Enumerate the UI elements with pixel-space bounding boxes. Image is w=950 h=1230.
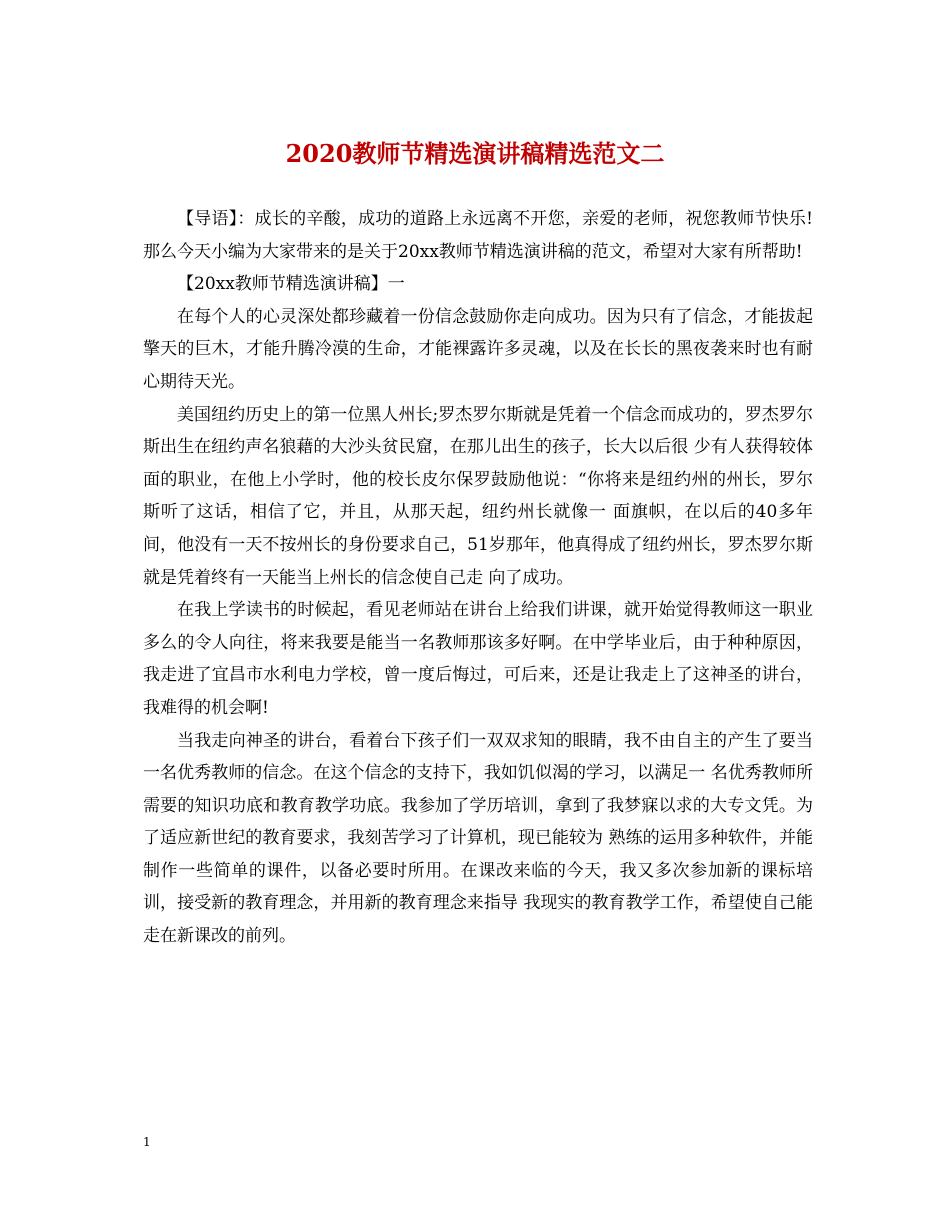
intro-paragraph: 【导语】：成长的辛酸，成功的道路上永远离不开您，亲爱的老师，祝您教师节快乐!那么今天小编为大家带来的是关于20xx教师节精选演讲稿的范文，希望对大家有所帮助! [143,209,813,262]
page-number: 1 [143,1135,151,1149]
document-body [143,203,813,953]
body-paragraph: 在我上学读书的时候起，看见老师站在讲台上给我们讲课，就开始觉得教师这一职业多么的令人向往，将来我要是能当一名教师那该多好啊。在中学毕业后，由于种种原因，我走进了宜昌市水利电力学校，曾一度后悔过，可后来，还是让我走上了这神圣的讲台，我难得的机会啊! [143,600,813,718]
document-title: 2020教师节精选演讲稿精选范文二 [285,139,665,168]
section-heading: 【20xx教师节精选演讲稿】一 [177,274,405,295]
body-paragraph: 在每个人的心灵深处都珍藏着一份信念鼓励你走向成功。因为只有了信念，才能拔起擎天的巨木，才能升腾冷漠的生命，才能裸露许多灵魂，以及在长长的黑夜袭来时也有耐心期待天光。 [143,306,813,392]
body-paragraph: 当我走向神圣的讲台，看着台下孩子们一双双求知的眼睛，我不由自主的产生了要当一名优秀教师的信念。在这个信念的支持下，我如饥似渴的学习，以满足一 名优秀教师所需要的知识功底和教育教学功底。我参加了学历培训，拿到了我梦寐以求的大专文凭。为了适应新世纪的教育要求，我刻苦学习了计算机，现已能较为 熟练的运用多种软件，并能制作一些简单的课件，以备必要时所用。在课改来临的今天，我又多次参加新的课标培训，接受新的教育理念，并用新的教育理念来指导 我现实的教育教学工作，希望使自己能走在新课改的前列。 [143,730,813,947]
body-paragraph: 美国纽约历史上的第一位黑人州长;罗杰罗尔斯就是凭着一个信念而成功的，罗杰罗尔斯出生在纽约声名狼藉的大沙头贫民窟，在那儿出生的孩子，长大以后很 少有人获得较体面的职业，在他上小学时，他的校长皮尔保罗鼓励他说：“你将来是纽约州的州长，罗尔斯听了这话，相信了它，并且，从那天起，纽约州长就像一 面旗帜，在以后的40多年间，他没有一天不按州长的身份要求自己，51岁那年，他真得成了纽约州长，罗杰罗尔斯就是凭着终有一天能当上州长的信念使自己走 向了成功。 [143,404,813,588]
